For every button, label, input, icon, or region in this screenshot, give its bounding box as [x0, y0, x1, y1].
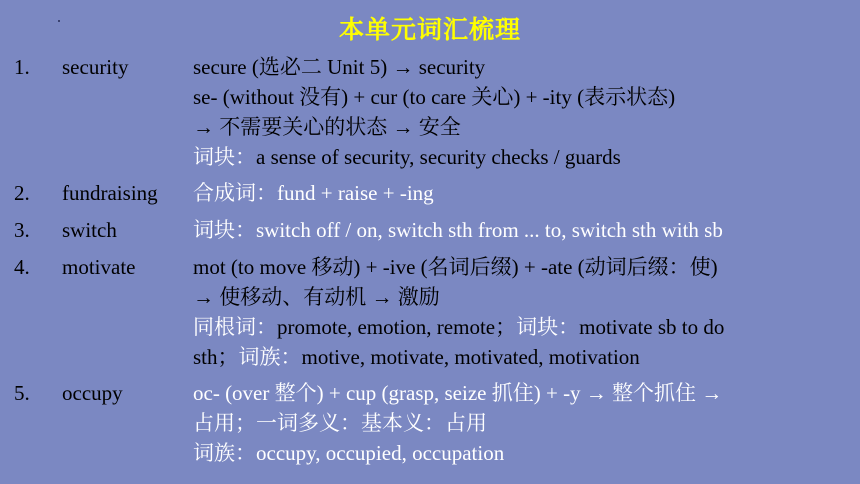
note-line	[193, 342, 853, 372]
note-segment: switch off / on, switch sth from ... to, switch sth with sb	[256, 218, 723, 242]
page-title: 本单元词汇梳理	[338, 15, 521, 44]
note-line	[193, 312, 853, 342]
note-segment: promote, emotion, remote；	[277, 315, 517, 339]
note-segment: 同根词：	[193, 315, 277, 339]
entry-number: 2.	[14, 181, 30, 205]
note-line	[193, 408, 853, 438]
entry-notes	[193, 178, 853, 208]
entry-number: 1.	[14, 55, 30, 79]
entry-word: motivate	[62, 255, 136, 279]
note-segment: 合成词：	[193, 181, 277, 205]
note-line	[193, 142, 853, 172]
note-line	[193, 82, 853, 112]
note-line	[193, 282, 853, 312]
entry-number: 3.	[14, 218, 30, 242]
note-segment: 词族：	[193, 441, 256, 465]
entry-number: 5.	[14, 381, 30, 405]
note-segment: 词族：	[238, 345, 302, 369]
entry-notes	[193, 252, 853, 372]
entry-number: 4.	[14, 255, 30, 279]
note-segment: → 使移动、有动机 → 激励	[193, 285, 440, 309]
entry-word: switch	[62, 218, 117, 242]
note-segment: 词块：	[193, 145, 256, 169]
note-segment: 词块：	[193, 218, 256, 242]
note-line	[193, 52, 853, 82]
entry-notes	[193, 215, 853, 245]
note-segment: fund + raise + -ing	[277, 181, 434, 205]
note-segment: mot (to move 移动) + -ive (名词后缀) + -ate (动词后缀：使)	[193, 255, 718, 279]
note-segment: occupy, occupied, occupation	[256, 441, 505, 465]
note-line	[193, 378, 853, 408]
note-segment: motivate sb to do	[579, 315, 725, 339]
note-line	[193, 252, 853, 282]
entry-word: occupy	[62, 381, 123, 405]
note-segment: sth；	[193, 345, 239, 369]
note-segment: → 不需要关心的状态 → 安全	[193, 115, 461, 139]
entry-word: security	[62, 55, 129, 79]
note-segment: oc- (over 整个) + cup (grasp, seize 抓住) + -y → 整个抓住 →	[193, 381, 723, 405]
note-line	[193, 178, 853, 208]
entry-word: fundraising	[62, 181, 158, 205]
note-segment: secure (选必二 Unit 5) → security	[193, 55, 486, 79]
note-segment: a sense of security, security checks / guards	[256, 145, 621, 169]
note-line	[193, 215, 853, 245]
entry-notes	[193, 52, 853, 172]
note-line	[193, 438, 853, 468]
note-segment: motive, motivate, motivated, motivation	[301, 345, 640, 369]
note-segment: 词块：	[516, 315, 580, 339]
note-segment: 占用；一词多义：基本义：占用	[193, 411, 487, 435]
note-line	[193, 112, 853, 142]
entry-notes	[193, 378, 853, 468]
note-segment: se- (without 没有) + cur (to care 关心) + -ity (表示状态)	[193, 85, 676, 109]
